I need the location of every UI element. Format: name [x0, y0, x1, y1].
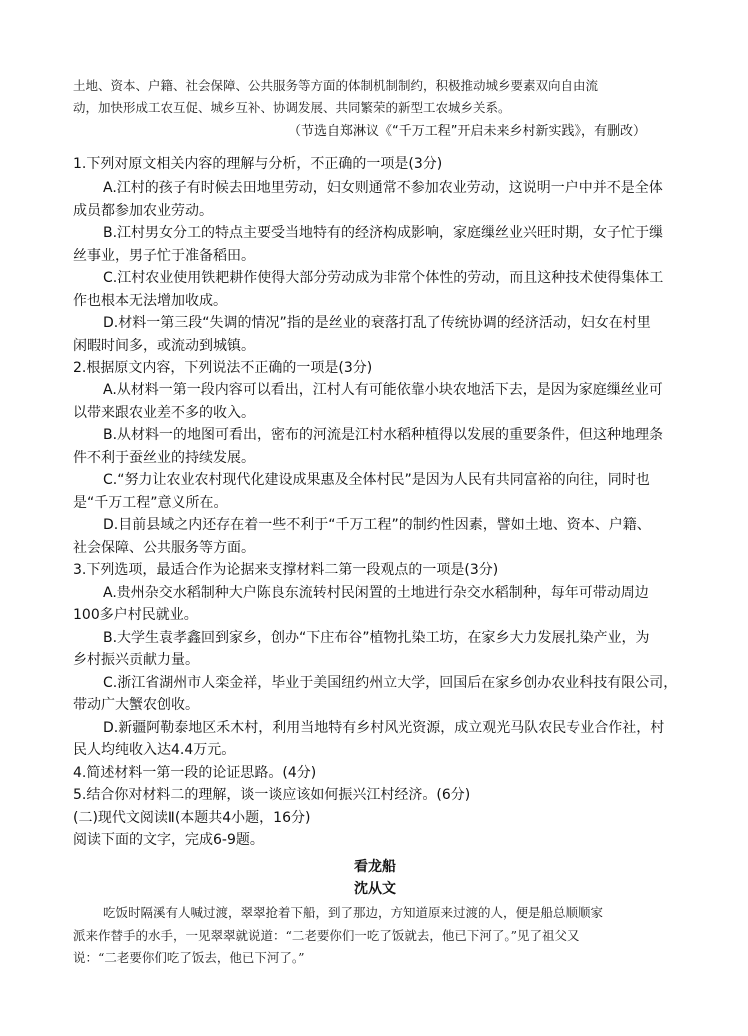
- text-line: 阅读下面的文字，完成6-9题。: [73, 832, 264, 848]
- text-line: 丝事业，男子忙于准备稻田。: [73, 248, 255, 264]
- text-line: 说：“二老要你们吃了饭去，他已下河了。”: [73, 950, 305, 965]
- text-line: C.“努力让农业农村现代化建设成果惠及全体村民”是因为人民有共同富裕的向往，同时也: [103, 472, 650, 488]
- text-line: 派来作替手的水手，一见翠翠就说道：“二老要你们一吃了饭就去，他已下河了。”见了祖父又: [73, 928, 580, 943]
- text-line: 100多户村民就业。: [73, 607, 198, 623]
- text-line: C.浙江省湖州市人栾金祥，毕业于美国纽约州立大学，回国后在家乡创办农业科技有限公司，: [103, 675, 678, 691]
- text-line: 看龙船: [354, 859, 396, 875]
- text-line: 3.下列选项，最适合作为论据来支撑材料二第一段观点的一项是(3分): [73, 562, 499, 578]
- text-line: A.从材料一第一段内容可以看出，江村人有可能依靠小块农地活下去，是因为家庭缫丝业可: [103, 382, 663, 398]
- text-line: B.从材料一的地图可看出，密布的河流是江村水稻种植得以发展的重要条件，但这种地理条: [103, 427, 664, 443]
- text-line: C.江村农业使用铁耙耕作使得大部分劳动成为非常个体性的劳动，而且这种技术使得集体工: [103, 270, 664, 286]
- text-line: 社会保障、公共服务等方面。: [73, 540, 255, 556]
- text-line: D.材料一第三段“失调的情况”指的是丝业的衰落打乱了传统协调的经济活动，妇女在村里: [103, 315, 651, 331]
- text-line: 是“千万工程”意义所在。: [73, 495, 228, 511]
- text-line: （节选自郑淋议《“千万工程”开启未来乡村新实践》，有删改）: [288, 124, 646, 139]
- text-line: 吃饭时隔溪有人喊过渡，翠翠抢着下船，到了那边，方知道原来过渡的人，便是船总顺顺家: [103, 905, 604, 920]
- text-line: B.江村男女分工的特点主要受当地特有的经济构成影响，家庭缫丝业兴旺时期，女子忙于缫: [103, 225, 664, 241]
- text-line: 4.简述材料一第一段的论证思路。(4分): [73, 765, 317, 781]
- text-line: 土地、资本、户籍、社会保障、公共服务等方面的体制机制制约，积极推动城乡要素双向自由流: [73, 78, 599, 93]
- text-line: 带动广大蟹农创收。: [73, 697, 199, 713]
- text-line: 作也根本无法增加收成。: [73, 293, 227, 309]
- text-line: 成员都参加农业劳动。: [73, 203, 213, 219]
- text-line: 以带来跟农业差不多的收入。: [73, 405, 255, 421]
- text-line: 1.下列对原文相关内容的理解与分析，不正确的一项是(3分): [73, 156, 443, 172]
- text-line: 动，加快形成工农互促、城乡互补、协调发展、共同繁荣的新型工农城乡关系。: [73, 100, 511, 115]
- text-line: 件不利于蚕丝业的持续发展。: [73, 450, 255, 466]
- text-line: B.大学生袁孝鑫回到家乡，创办“下庄布谷”植物扎染工坊，在家乡大力发展扎染产业，为: [103, 630, 650, 646]
- text-line: 乡村振兴贡献力量。: [73, 652, 199, 668]
- text-line: D.新疆阿勒泰地区禾木村，利用当地特有乡村风光资源，成立观光马队农民专业合作社，村: [103, 720, 665, 736]
- text-line: A.江村的孩子有时候去田地里劳动，妇女则通常不参加农业劳动，这说明一户中并不是全体: [103, 180, 663, 196]
- text-line: 闲暇时间多，或流动到城镇。: [73, 338, 255, 354]
- text-line: 5.结合你对材料二的理解，谈一谈应该如何振兴江村经济。(6分): [73, 787, 471, 803]
- text-line: A.贵州杂交水稻制种大户陈良东流转村民闲置的土地进行杂交水稻制种，每年可带动周边: [103, 585, 649, 601]
- text-line: D.目前县域之内还存在着一些不利于“千万工程”的制约性因素，譬如土地、资本、户籍、: [103, 517, 651, 533]
- text-line: (二)现代文阅读Ⅱ(本题共4小题，16分): [73, 810, 311, 826]
- text-line: 2.根据原文内容，下列说法不正确的一项是(3分): [73, 360, 373, 376]
- text-line: 沈从文: [354, 881, 396, 897]
- text-line: 民人均纯收入达4.4万元。: [73, 742, 236, 758]
